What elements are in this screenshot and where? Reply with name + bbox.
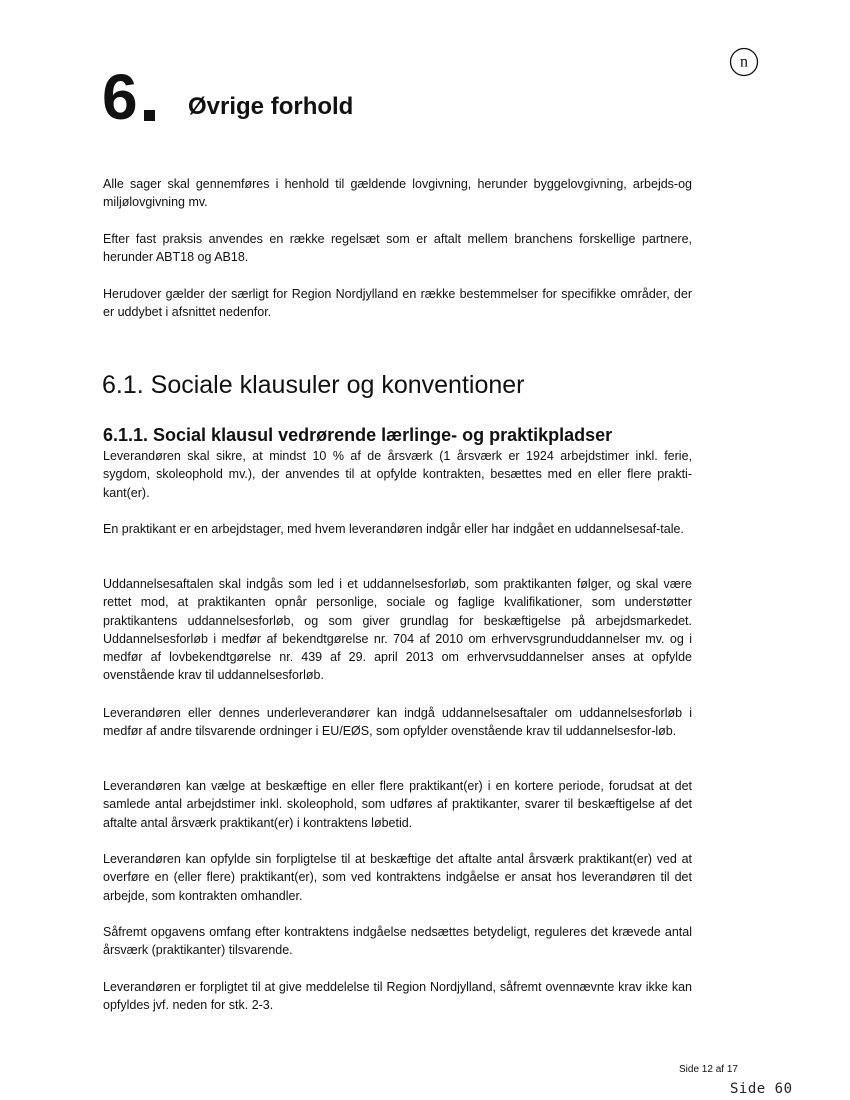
section-paragraph: Leverandøren kan vælge at beskæftige en eller flere praktikant(er) i en kortere periode, forudsat at det samlede antal arbejdstimer inkl. skoleophold, som udføres af praktikanter, svarer til beskæftigelse af det aftalte antal årsværk praktikant(er) i kontraktens løbetid.: [103, 779, 692, 830]
section-paragraph: Leverandøren kan opfylde sin forpligtelse til at beskæftige det aftalte antal årsværk praktikant(er) ved at overføre en (eller flere) praktikant(er), som ved kontraktens indgåelse er ansat hos leverandøren til det arbejde, som kontrakten omhandler.: [103, 852, 692, 903]
chapter-title: Øvrige forhold: [188, 93, 354, 120]
page-stamp: Side 60: [730, 1081, 793, 1097]
section-paragraph: Leverandøren skal sikre, at mindst 10 % af de årsværk (1 årsværk er 1924 arbejdstimer inkl. ferie, sygdom, skoleophold mv.), der anvendes til at opfylde kontrakten, besættes med en eller flere prakti-kant(er).: [103, 449, 692, 500]
page-number: Side 12 af 17: [679, 1064, 738, 1075]
circled-n-logo-icon: [729, 47, 759, 77]
intro-paragraph: Alle sager skal gennemføres i henhold til gældende lovgivning, herunder byggelovgivning, arbejds-og miljølovgivning mv.: [103, 177, 692, 210]
section-heading: 6.1. Sociale klausuler og konventioner: [102, 371, 525, 399]
section-paragraph: Leverandøren er forpligtet til at give meddelelse til Region Nordjylland, såfremt ovennævnte krav ikke kan opfyldes jvf. neden for stk. 2-3.: [103, 980, 692, 1013]
section-paragraph: En praktikant er en arbejdstager, med hvem leverandøren indgår eller har indgået en uddannelsesaf-tale.: [103, 522, 684, 536]
logo-letter: n: [740, 53, 748, 71]
chapter-number: 6: [102, 61, 138, 133]
intro-paragraph: Efter fast praksis anvendes en række regelsæt som er aftalt mellem branchens forskellige partnere, herunder ABT18 og AB18.: [103, 232, 692, 265]
section-paragraph: Leverandøren eller dennes underleverandører kan indgå uddannelsesaftaler om uddannelsesforløb i medfør af andre tilsvarende ordninger i EU/EØS, som opfylder ovenstående krav til uddannelsesfor-løb.: [103, 706, 692, 739]
section-paragraph: Uddannelsesaftalen skal indgås som led i et uddannelsesforløb, som praktikanten følger, og skal være rettet mod, at praktikanten opnår personlige, sociale og faglige kvalifikationer, som understøtter praktikantens uddannelsesforløb, og som giver grundlag for beskæftigelse på arbejdsmarkedet. Uddannelsesforløb i medfør af bekendtgørelse nr. 704 af 2010 om erhvervsgrunduddannelser mv. og i medfør af lovbekendtgørelse nr. 439 af 29. april 2013 om erhvervsuddannelser anses at opfylde ovenstående krav til uddannelsesforløb.: [103, 577, 692, 683]
intro-paragraph: Herudover gælder der særligt for Region Nordjylland en række bestemmelser for specifikke områder, der er uddybet i afsnittet nedenfor.: [103, 287, 692, 320]
chapter-number-dot: [144, 110, 155, 121]
subsection-heading: 6.1.1. Social klausul vedrørende lærlinge- og praktikpladser: [103, 425, 613, 445]
section-paragraph: Såfremt opgavens omfang efter kontraktens indgåelse nedsættes betydeligt, reguleres det krævede antal årsværk (praktikanter) tilsvarende.: [103, 925, 692, 958]
